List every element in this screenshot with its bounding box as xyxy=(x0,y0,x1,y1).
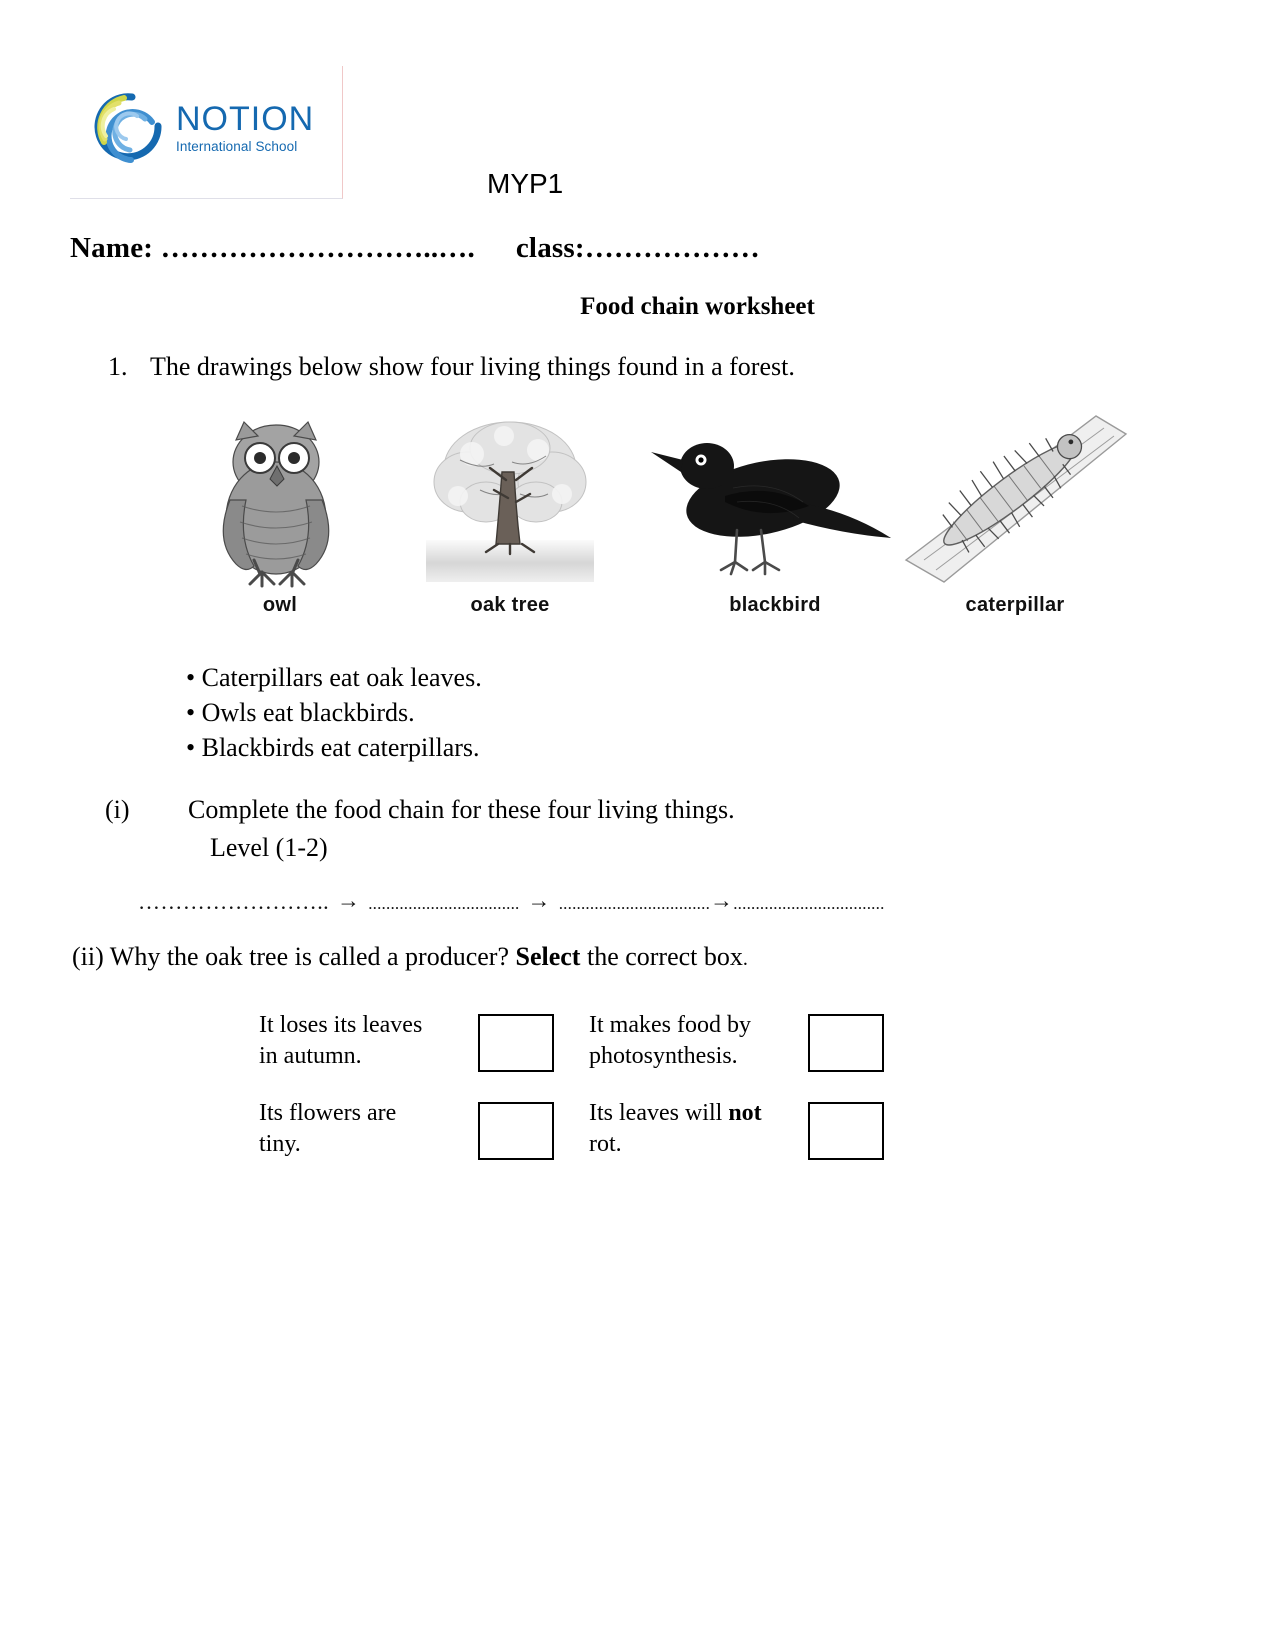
class-label: class: xyxy=(515,232,585,264)
part-ii-prompt-start: Why the oak tree is called a producer? xyxy=(109,942,516,971)
logo-title: NOTION xyxy=(176,100,315,138)
option-line-1: It makes food by xyxy=(589,1012,751,1038)
option-label xyxy=(589,1098,804,1160)
option-line-2: tiny. xyxy=(259,1131,301,1157)
owl-illustration-icon xyxy=(160,410,400,590)
figure-caption-owl: owl xyxy=(262,594,298,616)
question-1-part-i xyxy=(105,795,735,825)
question-1-number: 1. xyxy=(108,352,128,381)
option-row-2 xyxy=(259,1098,919,1186)
option-line-1: It loses its leaves xyxy=(259,1012,423,1038)
part-i-label: (i) xyxy=(105,795,130,824)
question-1-part-ii xyxy=(72,942,748,972)
option-line-2: rot. xyxy=(589,1131,622,1157)
part-i-level: Level (1-2) xyxy=(210,833,328,862)
chain-slot-2[interactable]: .................................. xyxy=(368,894,520,913)
figure-oak-tree xyxy=(400,410,620,617)
food-chain-answer-line[interactable] xyxy=(138,888,1038,915)
option-row-1 xyxy=(259,1010,919,1098)
chain-slot-3[interactable]: .................................. xyxy=(558,894,711,913)
option-checkbox[interactable] xyxy=(478,1014,554,1072)
blackbird-illustration-icon xyxy=(630,410,920,590)
option-line-2: in autumn. xyxy=(259,1043,362,1069)
list-item: • Caterpillars eat oak leaves. xyxy=(186,663,482,692)
figure-caterpillar xyxy=(890,410,1140,617)
part-ii-select-emphasis: Select xyxy=(515,942,581,971)
option-loses-leaves[interactable] xyxy=(259,1010,554,1072)
chain-arrow-icon: → xyxy=(527,888,551,913)
option-line-2: photosynthesis. xyxy=(589,1043,738,1069)
worksheet-title: Food chain worksheet xyxy=(580,293,815,320)
name-class-line xyxy=(70,232,760,265)
option-label xyxy=(259,1098,474,1160)
figure-owl xyxy=(160,410,400,617)
list-item: • Owls eat blackbirds. xyxy=(186,698,415,727)
school-logo-block xyxy=(70,66,343,199)
organism-figures-row xyxy=(150,410,1080,640)
figure-blackbird xyxy=(630,410,920,617)
name-input-dots[interactable]: ………………………..…. xyxy=(160,232,475,264)
part-ii-prompt-end: the correct box xyxy=(580,942,743,971)
option-line-1: Its leaves will xyxy=(589,1100,729,1126)
option-checkbox[interactable] xyxy=(808,1102,884,1160)
notion-swirl-logo-icon xyxy=(88,88,172,172)
chain-slot-1[interactable]: …………………….. xyxy=(138,889,329,914)
option-line-1: Its flowers are xyxy=(259,1100,397,1126)
name-label: Name: xyxy=(70,232,154,264)
figure-caption-caterpillar: caterpillar xyxy=(965,594,1065,616)
option-leaves-will-not-rot[interactable] xyxy=(589,1098,884,1160)
question-1-text: The drawings below show four living things found in a forest. xyxy=(150,352,795,381)
grade-level-title: MYP1 xyxy=(487,168,564,199)
part-i-prompt: Complete the food chain for these four living things. xyxy=(188,795,735,824)
option-not-emphasis: not xyxy=(728,1100,762,1126)
oak-tree-illustration-icon xyxy=(400,410,620,590)
option-label xyxy=(259,1010,474,1072)
list-item: • Blackbirds eat caterpillars. xyxy=(186,733,480,762)
producer-options-grid xyxy=(259,1010,919,1186)
question-1-prompt xyxy=(108,352,795,382)
class-input-dots[interactable]: ……………… xyxy=(584,232,760,264)
option-checkbox[interactable] xyxy=(478,1102,554,1160)
caterpillar-illustration-icon xyxy=(890,410,1140,590)
option-tiny-flowers[interactable] xyxy=(259,1098,554,1160)
chain-slot-4[interactable]: .................................. xyxy=(733,894,885,913)
food-facts-list xyxy=(186,660,482,765)
logo-tagline: International School xyxy=(176,139,298,154)
option-makes-food-photosynthesis[interactable] xyxy=(589,1010,884,1072)
school-logo-wordmark xyxy=(176,102,314,154)
figure-caption-blackbird: blackbird xyxy=(729,594,821,616)
chain-arrow-icon: → xyxy=(337,888,361,913)
option-label xyxy=(589,1010,804,1072)
part-ii-label: (ii) xyxy=(72,942,104,971)
chain-arrow-icon: → xyxy=(710,888,734,913)
part-ii-period: . xyxy=(742,948,748,970)
option-checkbox[interactable] xyxy=(808,1014,884,1072)
figure-caption-oak-tree: oak tree xyxy=(470,594,550,616)
